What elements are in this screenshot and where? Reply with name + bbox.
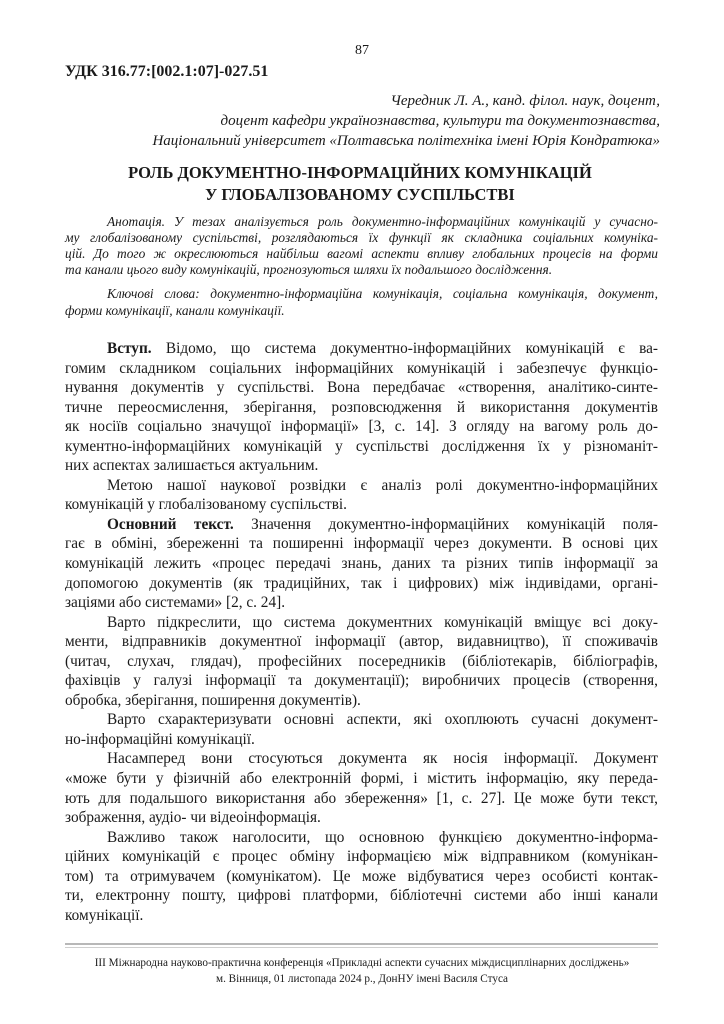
paragraph-line: цій. До того ж окреслюються найбільш вагомі аспекти впливу глобальних процесів на форми xyxy=(65,246,658,261)
paragraph-line: (читач, слухач, глядач), професійних посередників (бібліотекарів, бібліографів, xyxy=(65,652,658,670)
footer-location-line: м. Вінниця, 01 листопада 2024 р., ДонНУ імені Василя Стуса xyxy=(215,973,509,985)
title-line: У ГЛОБАЛІЗОВАНОМУ СУСПІЛЬСТВІ xyxy=(205,185,515,204)
paragraph-line: гає в обміні, збереженні та поширенні інформації через документи. В основі цих xyxy=(65,535,658,553)
paragraph-line: Варто підкреслити, що система документних комунікацій вміщує всі доку- xyxy=(107,613,658,631)
paragraph-line: но-інформаційні комунікації. xyxy=(65,730,255,748)
paragraph-line: та канали цього виду комунікацій, прогнозуються шляхи їх подальшого дослідження. xyxy=(65,262,553,277)
keywords xyxy=(65,286,658,319)
annotation xyxy=(65,214,658,278)
paragraph-line: зображення, аудіо- чи відеоінформація. xyxy=(65,809,321,827)
paragraph-line: кументно-інформаційних комунікацій у суспільстві дослідження їх у різноманіт- xyxy=(65,437,658,455)
paragraph-line: гомим складником соціальних інформаційних комунікацій і забезпечує функціо- xyxy=(65,359,658,377)
section-heading: Вступ. xyxy=(107,340,152,357)
author-university-line: Національний університет «Полтавська політехніка імені Юрія Кондратюка» xyxy=(152,133,660,149)
paragraph-line: «може бути у фізичній або електронній формі, і містить інформацію, яку переда- xyxy=(65,770,658,788)
paragraph-line: Варто схарактеризувати основні аспекти, які охоплюють сучасні документ- xyxy=(107,711,658,729)
article-title xyxy=(60,162,660,206)
paragraph-line: фахівців у галузі інформації та документації); виробничих процесів (створення, xyxy=(65,672,658,690)
line-text: Відомо, що система документно-інформаційних комунікацій є ва- xyxy=(151,340,658,357)
paragraph-line: комунікації. xyxy=(65,906,144,924)
paragraph-line: ють для подальшого використання або збереження» [1, с. 27]. Це може бути текст, xyxy=(65,789,658,807)
udk-code: УДК 316.77:[002.1:07]-027.51 xyxy=(65,63,269,80)
paragraph-line: заціями або системами» [2, с. 24]. xyxy=(65,594,286,612)
footer-divider-thin xyxy=(65,947,658,948)
paragraph-line: комунікацій лежить «процес передачі знань, даних та різних типів інформації за xyxy=(65,555,658,573)
paragraph-line: тичне переосмислення, зберігання, розповсюдження й використання документів xyxy=(65,398,658,416)
body-text xyxy=(65,339,658,925)
paragraph-line: му глобалізованому суспільстві, розглядаються їх функції як складника соціальних комуніка- xyxy=(65,230,658,245)
paragraph-line: нування документів у суспільстві. Вона передбачає «створення, аналітико-синте- xyxy=(65,379,658,397)
footer-conference-line: ІІІ Міжнародна науково-практична конференція «Прикладні аспекти сучасних міждисциплінарних досліджень» xyxy=(94,957,630,969)
paragraph-line: форми комунікації, канали комунікації. xyxy=(65,302,285,318)
author-info xyxy=(60,91,660,151)
paragraph-line xyxy=(65,339,658,359)
paragraph-line: Ключові слова: документно-інформаційна комунікація, соціальна комунікація, документ, xyxy=(107,286,658,301)
paragraph-line: як носіїв соціально значущої інформації» [3, с. 14]. З огляду на вагому роль до- xyxy=(65,418,658,436)
page-number: 87 xyxy=(355,43,369,58)
paragraph-line: ти, електронну пошту, цифрові платформи, бібліотечні системи або інші канали xyxy=(65,887,658,905)
paragraph-line: Анотація. У тезах аналізується роль документно-інформаційних комунікацій у сучасно- xyxy=(107,214,658,229)
conference-footer xyxy=(40,955,684,987)
section-heading: Основний текст. xyxy=(107,515,234,533)
paragraph-line: обробка, зберігання, поширення документів). xyxy=(65,691,361,709)
line-text: Значення документно-інформаційних комунікацій поля- xyxy=(233,515,658,533)
author-position-line: доцент кафедри українознавства, культури та документознавства, xyxy=(220,113,660,129)
paragraph-line: Насамперед вони стосуються документа як носія інформації. Документ xyxy=(107,750,658,768)
paragraph-line: Метою нашої наукової розвідки є аналіз ролі документно-інформаційних xyxy=(107,476,658,494)
paragraph-line: допомогою документів (як традиційних, так і цифрових) між індивідами, органі- xyxy=(65,574,658,592)
paragraph-line: том) та отримувачем (комунікатом). Це може відбуватися через особисті контак- xyxy=(65,867,658,885)
paragraph-line: них аспектах залишається актуальним. xyxy=(65,457,319,475)
paragraph-line: Важливо також наголосити, що основною функцією документно-інформа- xyxy=(107,828,658,846)
title-line: РОЛЬ ДОКУМЕНТНО-ІНФОРМАЦІЙНИХ КОМУНІКАЦІЙ xyxy=(128,163,592,182)
footer-divider xyxy=(65,943,658,945)
author-name-line: Чередник Л. А., канд. філол. наук, доцент, xyxy=(390,93,660,109)
paragraph-line: комунікацій у глобалізованому суспільстві. xyxy=(65,496,348,514)
paragraph-line xyxy=(65,515,658,535)
paragraph-line: менти, відправників документної інформації (автор, видавництво), її споживачів xyxy=(65,633,658,651)
paragraph-line: ційних комунікацій є процес обміну інформацією між відправником (комунікан- xyxy=(65,848,658,866)
